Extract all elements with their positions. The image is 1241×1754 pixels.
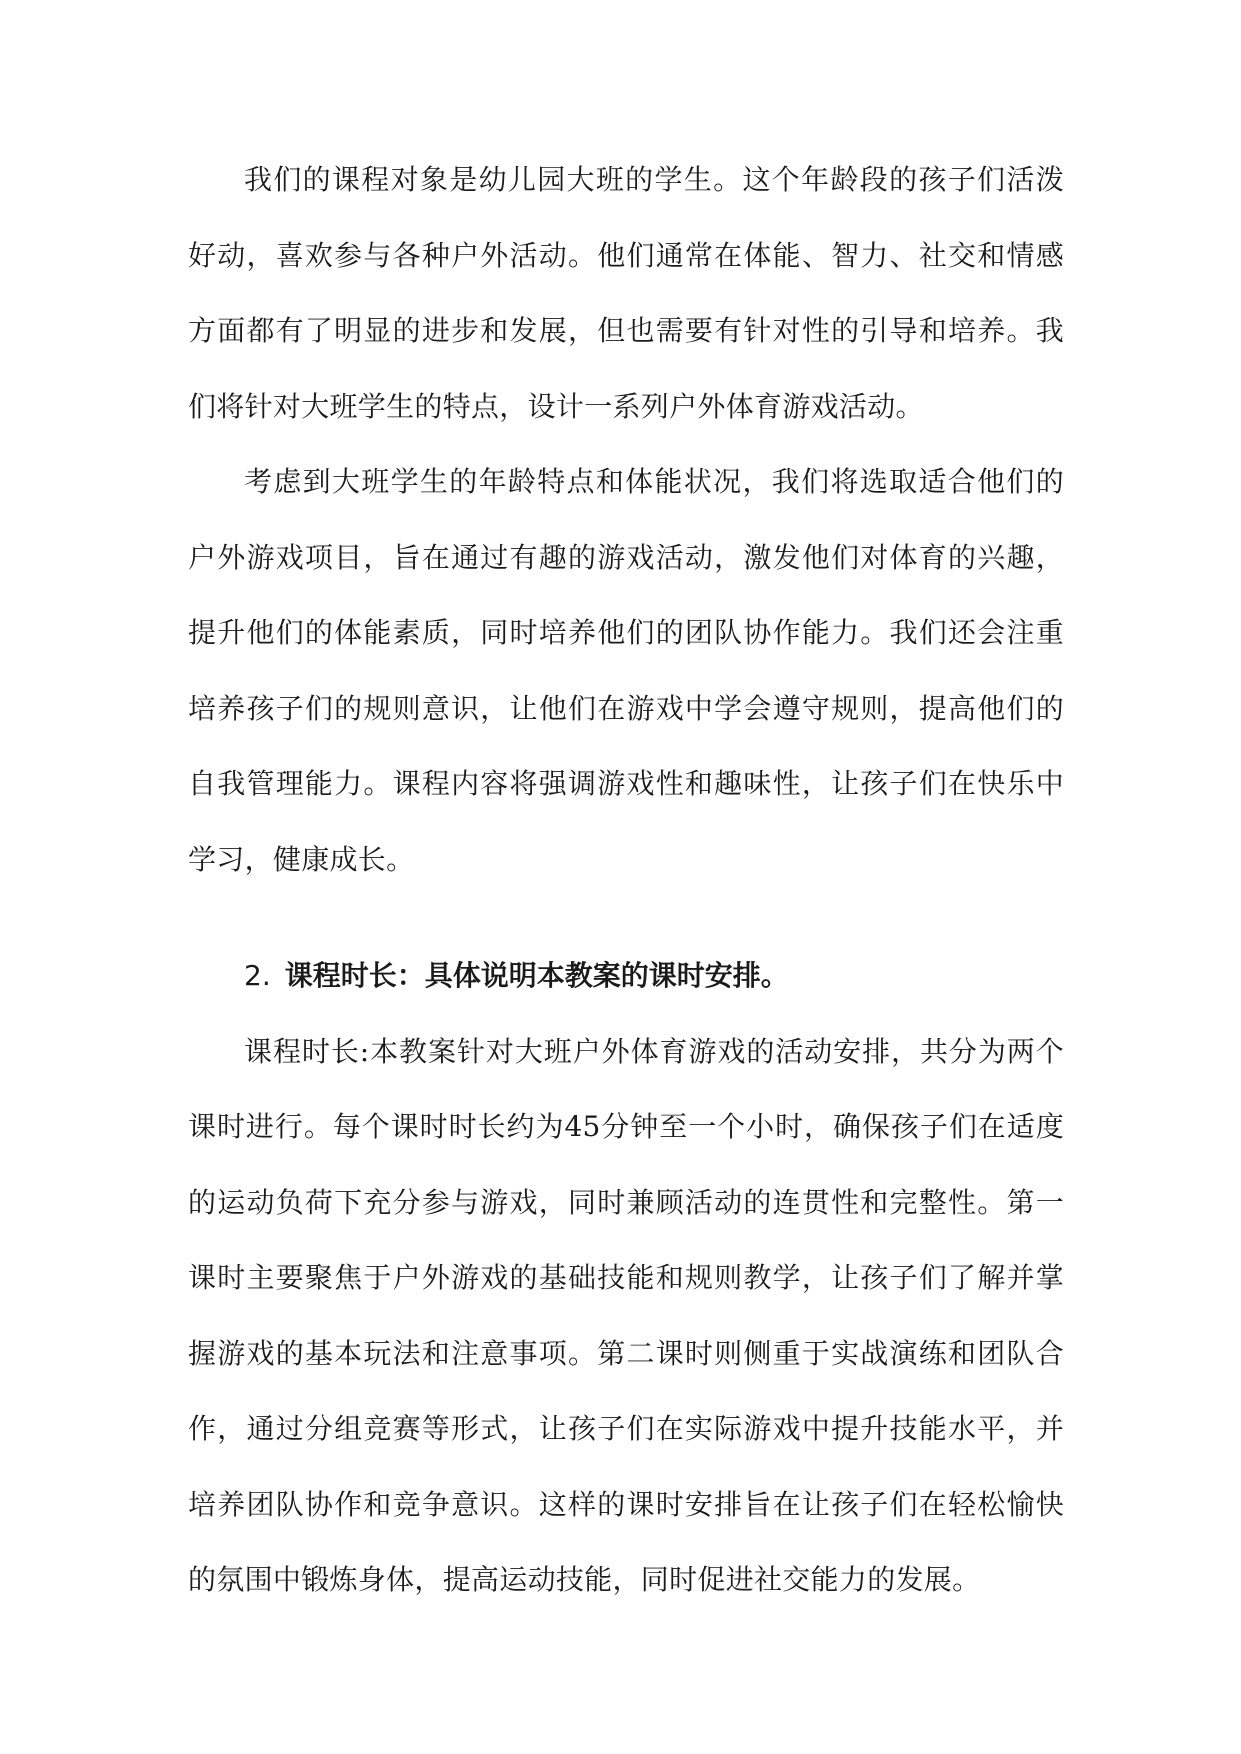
- paragraph-duration: 课程时长:本教案针对大班户外体育游戏的活动安排，共分为两个课时进行。每个课时时长约为45分钟至一个小时，确保孩子们在适度的运动负荷下充分参与游戏，同时兼顾活动的连贯性和完整性。第一课时主要聚焦于户外游戏的基础技能和规则教学，让孩子们了解并掌握游戏的基本玩法和注意事项。第二课时则侧重于实战演练和团队合作，通过分组竞赛等形式，让孩子们在实际游戏中提升技能水平，并培养团队协作和竞争意识。这样的课时安排旨在让孩子们在轻松愉快的氛围中锻炼身体，提高运动技能，同时促进社交能力的发展。: [188, 1034, 1064, 1596]
- section-title: 课程时长：具体说明本教案的课时安排。: [284, 959, 789, 992]
- paragraph-activities: 考虑到大班学生的年龄特点和体能状况，我们将选取适合他们的户外游戏项目，旨在通过有趣的游戏活动，激发他们对体育的兴趣，提升他们的体能素质，同时培养他们的团队协作能力。我们还会注重培养孩子们的规则意识，让他们在游戏中学会遵守规则，提高他们的自我管理能力。课程内容将强调游戏性和趣味性，让孩子们在快乐中学习，健康成长。: [188, 465, 1064, 876]
- paragraph-audience: 我们的课程对象是幼儿园大班的学生。这个年龄段的孩子们活泼好动，喜欢参与各种户外活动。他们通常在体能、智力、社交和情感方面都有了明显的进步和发展，但也需要有针对性的引导和培养。我们将针对大班学生的特点，设计一系列户外体育游戏活动。: [188, 163, 1064, 423]
- section-heading: [188, 938, 1064, 1014]
- section-number: 2.: [244, 959, 271, 992]
- document-body: [188, 142, 1064, 1618]
